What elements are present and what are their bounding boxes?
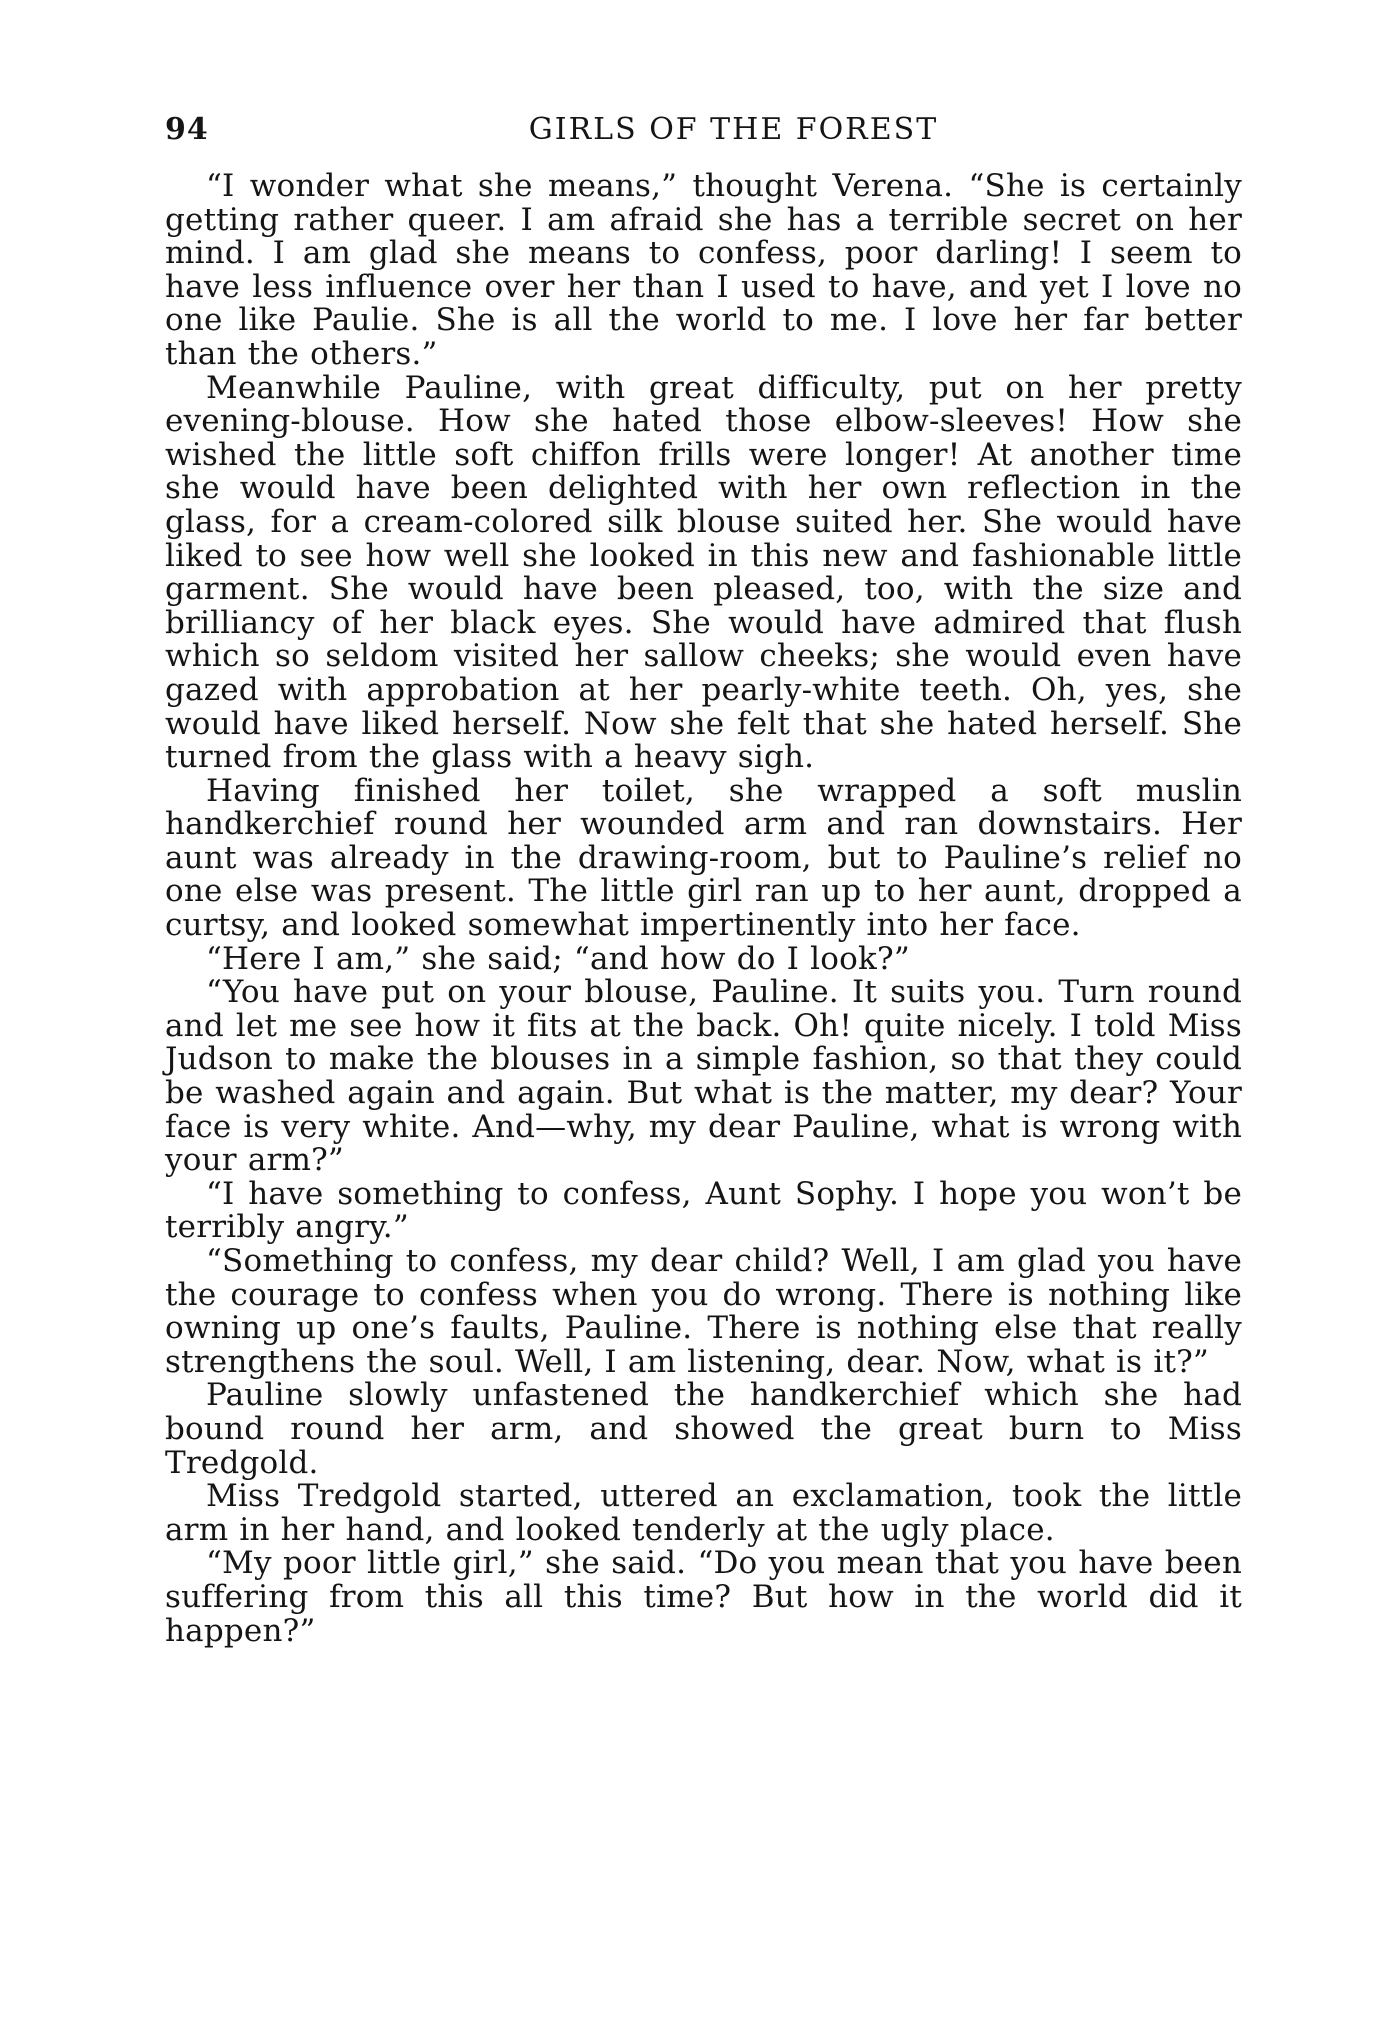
paragraph: “I have something to confess, Aunt Sophy. I hope you won’t be terribly angry.” (165, 1175, 1242, 1246)
paragraph: “I wonder what she means,” thought Verena. “She is certainly getting rather queer. I am afraid she has a terrible secret on her mind. I am glad she means to confess, poor darling! I seem to have less influence over her than I used to have, and yet I love no one like Paulie. She is all the world to me. I love her far better than the others.” (165, 168, 1242, 372)
paragraph: Meanwhile Pauline, with great difficulty, put on her pretty evening-blouse. How she hated those elbow-sleeves! How she wished the little soft chiffon frills were longer! At another time she would have been delighted with her own reflection in the glass, for a cream-colored silk blouse suited her. She would have liked to see how well she looked in this new and fashionable little garment. She would have been pleased, too, with the size and brilliancy of her black eyes. She would have admired that flush which so seldom visited her sallow cheeks; she would even have gazed with approbation at her pearly-white teeth. Oh, yes, she would have liked herself. Now she felt that she hated herself. She turned from the glass with a heavy sigh. (165, 369, 1242, 776)
paragraph: “Something to confess, my dear child? Well, I am glad you have the courage to confess when you do wrong. There is nothing like owning up one’s faults, Pauline. There is nothing else that really strengthens the soul. Well, I am listening, dear. Now, what is it?” (165, 1243, 1242, 1380)
running-title: GIRLS OF THE FOREST (528, 112, 939, 147)
page-number: 94 (165, 112, 209, 147)
page-header (165, 110, 1242, 150)
paragraph: Pauline slowly unfastened the handkerchief which she had bound round her arm, and showed the great burn to Miss Tredgold. (165, 1377, 1242, 1481)
paragraph: “My poor little girl,” she said. “Do you mean that you have been suffering from this all this time? But how in the world did it happen?” (165, 1545, 1242, 1649)
paragraph: Having finished her toilet, she wrapped a soft muslin handkerchief round her wounded arm and ran downstairs. Her aunt was already in the drawing-room, but to Pauline’s relief no one else was present. The little girl ran up to her aunt, dropped a curtsy, and looked somewhat impertinently into her face. (165, 772, 1242, 944)
paragraph: Miss Tredgold started, uttered an exclamation, took the little arm in her hand, and looked tenderly at the ugly place. (165, 1478, 1242, 1548)
paragraph: “You have put on your blouse, Pauline. It suits you. Turn round and let me see how it fits at the back. Oh! quite nicely. I told Miss Judson to make the blouses in a simple fashion, so that they could be washed again and again. But what is the matter, my dear? Your face is very white. And—why, my dear Pauline, what is wrong with your arm?” (165, 974, 1242, 1179)
body-text (165, 170, 1242, 1648)
paragraph: “Here I am,” she said; “and how do I look?” (206, 940, 910, 977)
